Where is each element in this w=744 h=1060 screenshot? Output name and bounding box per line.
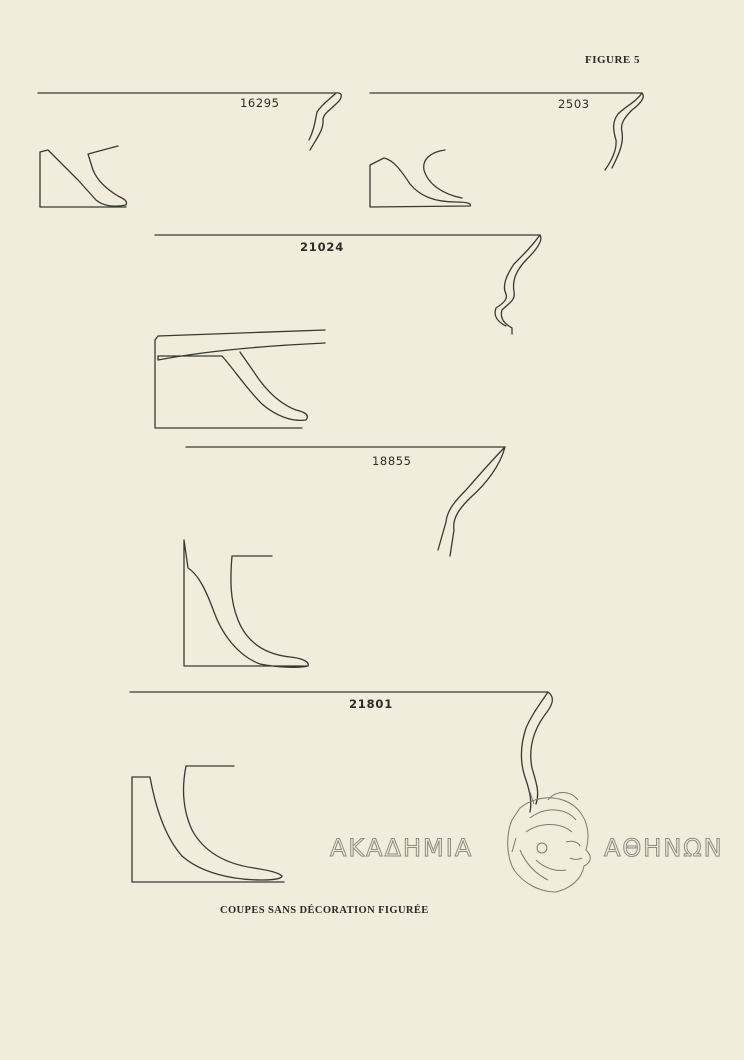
profile-number-2503: 2503 — [558, 97, 590, 111]
profile-number-21024: 21024 — [300, 240, 345, 254]
profile-18855 — [184, 447, 505, 667]
wall-profile — [605, 93, 643, 170]
wall-profile — [438, 447, 505, 556]
wall-profile — [309, 93, 341, 150]
profile-number-18855: 18855 — [372, 454, 412, 468]
figure-caption: COUPES SANS DÉCORATION FIGURÉE — [220, 905, 429, 916]
profile-number-16295: 16295 — [240, 96, 280, 110]
foot-profile — [370, 150, 470, 207]
figure-label: FIGURE 5 — [584, 54, 640, 66]
foot-profile — [155, 330, 325, 428]
watermark-right-text: ΑΘΗΝΩΝ — [604, 834, 724, 862]
athena-head-emblem — [508, 792, 591, 892]
profile-number-21801: 21801 — [349, 697, 394, 711]
foot-profile — [132, 766, 284, 882]
foot-profile — [40, 146, 127, 207]
wall-profile — [495, 235, 541, 334]
profile-2503 — [370, 93, 643, 207]
profile-21024 — [155, 235, 541, 428]
foot-profile — [184, 540, 308, 667]
watermark-left-text: ΑΚΑΔΗΜΙΑ — [330, 834, 474, 862]
profile-16295 — [38, 93, 341, 207]
wall-profile — [522, 692, 553, 812]
